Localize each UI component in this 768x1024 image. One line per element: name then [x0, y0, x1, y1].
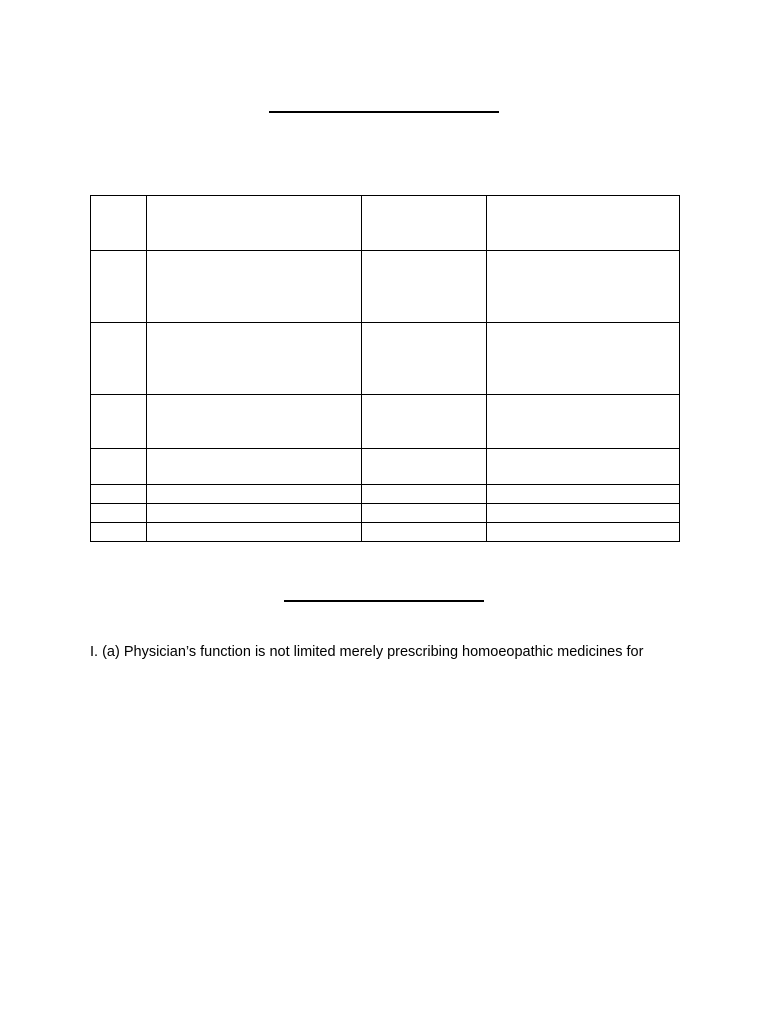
table-cell	[147, 504, 362, 523]
body-paragraph: I. (a) Physician’s function is not limited merely prescribing homoeopathic medicines for	[90, 644, 644, 660]
table-cell	[147, 523, 362, 542]
table-row	[91, 323, 680, 395]
table-cell	[487, 449, 680, 485]
table-cell	[91, 504, 147, 523]
table-row	[91, 251, 680, 323]
table-cell	[487, 196, 680, 251]
table-cell	[362, 523, 487, 542]
table-cell	[147, 251, 362, 323]
table-cell	[147, 449, 362, 485]
table-cell	[487, 485, 680, 504]
table-cell	[362, 485, 487, 504]
table-cell	[147, 395, 362, 449]
table-row	[91, 523, 680, 542]
table-cell	[487, 251, 680, 323]
table-cell	[362, 251, 487, 323]
table-cell	[147, 196, 362, 251]
document-table	[90, 195, 680, 542]
table-cell	[487, 323, 680, 395]
top-heading-rule	[269, 111, 499, 113]
table-cell	[91, 523, 147, 542]
table-cell	[147, 485, 362, 504]
table-row	[91, 449, 680, 485]
table-cell	[91, 485, 147, 504]
table-row	[91, 395, 680, 449]
table-cell	[91, 449, 147, 485]
table-cell	[487, 504, 680, 523]
table-cell	[91, 323, 147, 395]
table-cell	[362, 323, 487, 395]
table-cell	[91, 196, 147, 251]
table-cell	[487, 523, 680, 542]
table-row	[91, 485, 680, 504]
table-cell	[487, 395, 680, 449]
table-cell	[91, 395, 147, 449]
table-row	[91, 504, 680, 523]
table-cell	[362, 449, 487, 485]
table-row	[91, 196, 680, 251]
table-cell	[91, 251, 147, 323]
table-cell	[362, 196, 487, 251]
table-cell	[362, 395, 487, 449]
table-cell	[147, 323, 362, 395]
table-cell	[362, 504, 487, 523]
section-heading-rule	[284, 600, 484, 602]
